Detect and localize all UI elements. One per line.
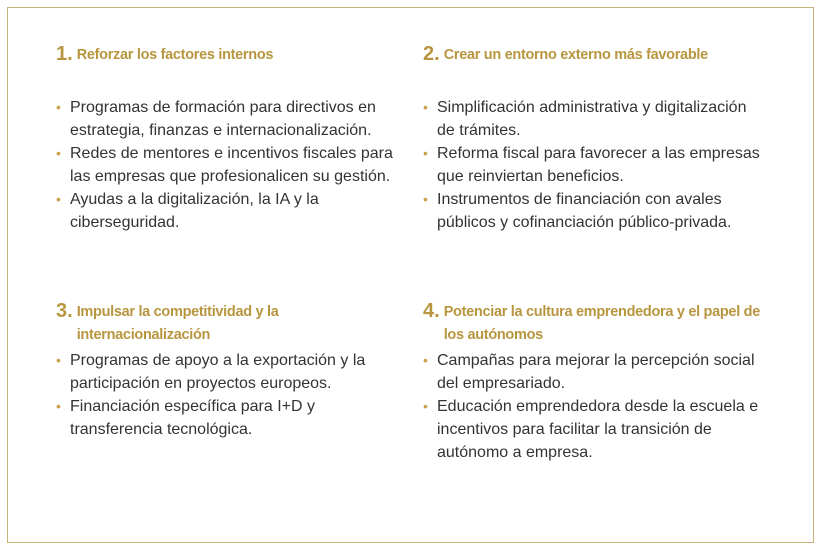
bullet-icon: • <box>423 145 428 161</box>
section-number: 4. <box>423 300 440 322</box>
section-title: Reforzar los factores internos <box>76 47 274 63</box>
bullet-icon: • <box>56 99 61 115</box>
section-2 <box>423 42 768 234</box>
bullet-icon: • <box>423 99 428 115</box>
bullet-icon: • <box>56 191 61 207</box>
list-item: • Ayudas a la digitalización, la IA y la ciberseguridad. <box>56 188 401 234</box>
bullet-icon: • <box>56 352 61 368</box>
bullet-icon: • <box>56 145 61 161</box>
list-item: • Educación emprendedora desde la escuela e incentivos para facilitar la transición de autónomo a empresa. <box>423 395 768 464</box>
section-4 <box>423 299 768 464</box>
section-number: 2. <box>423 43 440 65</box>
list-item: • Instrumentos de financiación con avales públicos y cofinanciación público-privada. <box>423 188 768 234</box>
list-item: • Campañas para mejorar la percepción social del empresariado. <box>423 349 768 395</box>
bullet-icon: • <box>423 352 428 368</box>
list-item: • Reforma fiscal para favorecer a las empresas que reinviertan beneficios. <box>423 142 768 188</box>
list-item: • Simplificación administrativa y digitalización de trámites. <box>423 96 768 142</box>
list-item: • Programas de apoyo a la exportación y la participación en proyectos europeos. <box>56 349 401 395</box>
bullet-list <box>423 96 768 234</box>
list-item: • Programas de formación para directivos en estrategia, finanzas e internacionalización. <box>56 96 401 142</box>
bullet-icon: • <box>423 398 428 414</box>
section-number: 3. <box>56 300 73 322</box>
bullet-list <box>56 349 401 441</box>
section-title: Crear un entorno externo más favorable <box>443 47 708 63</box>
bullet-icon: • <box>56 398 61 414</box>
section-heading <box>423 42 768 96</box>
section-1 <box>56 42 401 234</box>
section-number: 1. <box>56 43 73 65</box>
section-heading <box>423 299 768 349</box>
section-3 <box>56 299 401 441</box>
bullet-list <box>423 349 768 464</box>
section-heading <box>56 42 401 96</box>
section-title: Potenciar la cultura emprendedora y el papel de los autónomos <box>443 304 760 343</box>
bullet-icon: • <box>423 191 428 207</box>
section-heading <box>56 299 401 349</box>
bullet-list <box>56 96 401 234</box>
list-item: • Redes de mentores e incentivos fiscales para las empresas que profesionalicen su gestión. <box>56 142 401 188</box>
section-title: Impulsar la competitividad y la internacionalización <box>76 304 279 343</box>
list-item: • Financiación específica para I+D y transferencia tecnológica. <box>56 395 401 441</box>
